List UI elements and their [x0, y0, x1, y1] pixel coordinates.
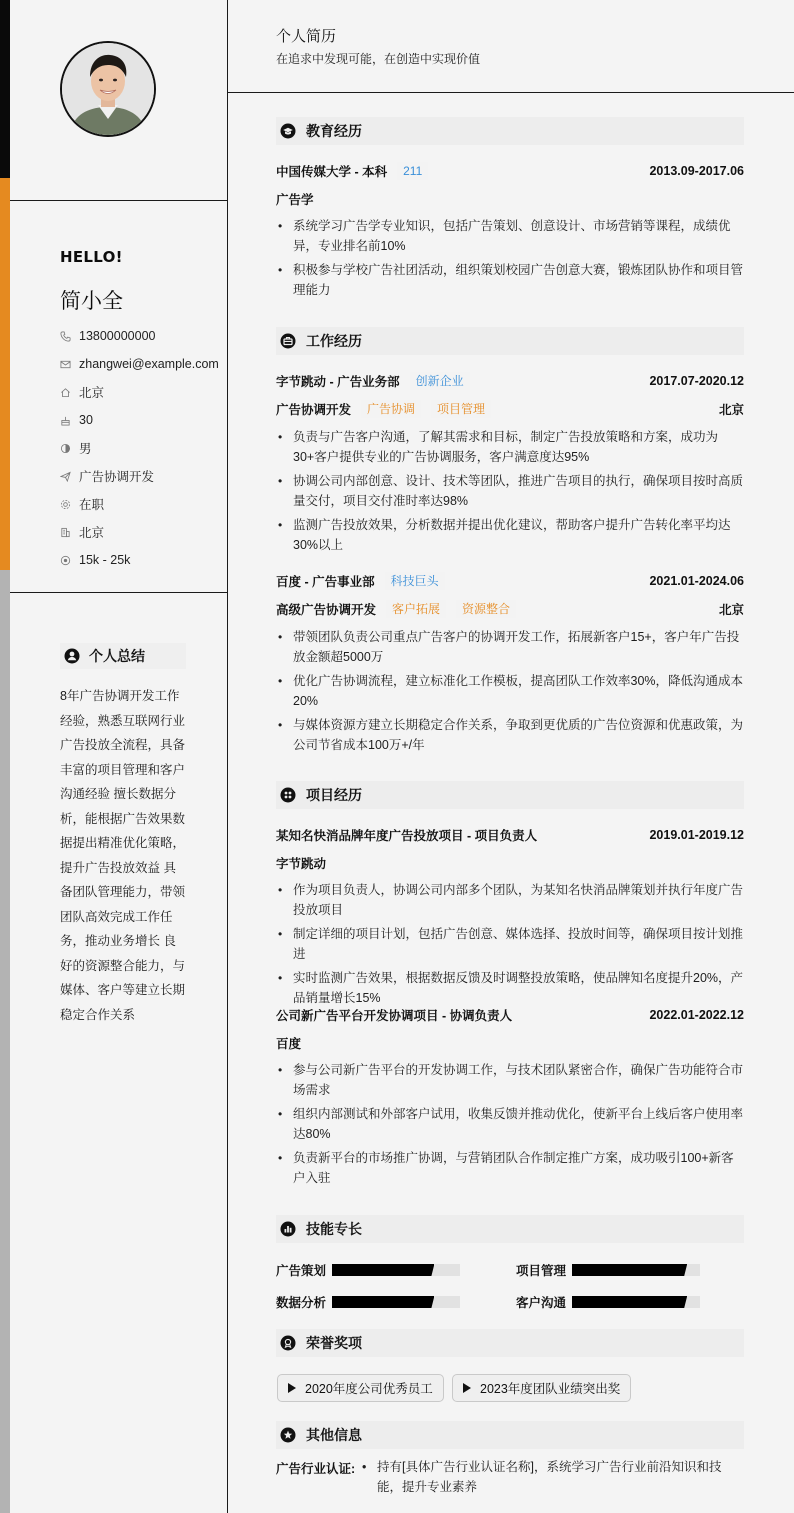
job-header [276, 572, 744, 590]
award-item[interactable] [277, 1374, 444, 1402]
skill-bar-fill [332, 1264, 434, 1276]
list-item: • 优化广告协调流程，建立标准化工作模板，提高团队工作效率30%，降低沟通成本20% [276, 671, 744, 711]
work-title: 工作经历 [306, 333, 362, 349]
page-title: 个人简历 [276, 28, 337, 45]
job-header [276, 372, 744, 390]
list-item: • 组织内部测试和外部客户试用，收集反馈并推动优化，使新平台上线后客户使用率达80% [276, 1104, 744, 1144]
divider [228, 92, 794, 93]
education-bullets [276, 216, 744, 304]
bar-chart-icon [280, 1221, 296, 1237]
award-icon [280, 1335, 296, 1351]
job-period: 2021.01-2024.06 [649, 574, 744, 588]
location-value: 北京 [79, 386, 105, 400]
skill-item [276, 1261, 466, 1279]
skill-tag: 客户拓展 [386, 600, 446, 618]
projects-title: 项目经历 [306, 787, 362, 803]
cake-icon [60, 415, 71, 426]
awards-title: 荣誉奖项 [306, 1335, 362, 1351]
skill-name: 客户沟通 [516, 1296, 567, 1310]
graduation-cap-icon [280, 123, 296, 139]
job-role: 高级广告协调开发 [276, 603, 377, 617]
education-period: 2013.09-2017.06 [649, 164, 744, 178]
skills-title: 技能专长 [306, 1221, 362, 1237]
other-heading [276, 1421, 744, 1449]
list-item: • 作为项目负责人，协调公司内部多个团队，为某知名快消品牌策划并执行年度广告投放项目 [276, 880, 744, 920]
color-strip [0, 0, 10, 1513]
school-name: 中国传媒大学 - 本科 [276, 165, 388, 179]
school-tag: 211 [397, 162, 428, 180]
send-icon [60, 471, 71, 482]
email-item [60, 350, 219, 378]
skill-name: 广告策划 [276, 1264, 327, 1278]
mail-icon [60, 359, 71, 370]
skill-item [516, 1293, 706, 1311]
greeting: HELLO! [60, 248, 123, 266]
location-item [60, 378, 219, 406]
summary-text: 8年广告协调开发工作经验，熟悉互联网行业广告投放全流程，具备丰富的项目管理和客户沟通经验 擅长数据分析，能根据广告效果数据提出精准优化策略，提升广告投放效益 具备团队管理能力，带领团队高效完成工作任务，推动业务增长 良好的资源整合能力，与媒体、客户等建立长期稳定合作关系 [60, 689, 186, 1022]
company-tag: 科技巨头 [385, 572, 445, 590]
other-title: 其他信息 [306, 1427, 362, 1443]
skill-bar-fill [572, 1264, 687, 1276]
job-city: 北京 [718, 403, 744, 417]
list-item: • 实时监测广告效果，根据数据反馈及时调整投放策略，使品牌知名度提升20%，产品销量增长15% [276, 968, 744, 1008]
project-header [276, 826, 744, 844]
gender-icon [60, 443, 71, 454]
coin-icon [60, 555, 71, 566]
color-strip-black [0, 0, 10, 178]
main-content [228, 0, 794, 1513]
list-item: • 负责新平台的市场推广协调，与营销团队合作制定推广方案，成功吸引100+新客户入驻 [276, 1148, 744, 1188]
job-period: 2017.07-2020.12 [649, 374, 744, 388]
company-tag: 创新企业 [410, 372, 470, 390]
project-name: 某知名快消品牌年度广告投放项目 - 项目负责人 [276, 829, 538, 843]
position-value: 广告协调开发 [79, 470, 155, 484]
award-label: 2020年度公司优秀员工 [305, 1382, 433, 1396]
job-company: 字节跳动 - 广告业务部 [276, 375, 400, 389]
awards-heading [276, 1329, 744, 1357]
job-role: 广告协调开发 [276, 403, 352, 417]
briefcase-icon [280, 333, 296, 349]
job-company: 百度 - 广告事业部 [276, 575, 375, 589]
skills-heading [276, 1215, 744, 1243]
skill-bar-fill [572, 1296, 687, 1308]
project-bullets [276, 880, 744, 1012]
status-value: 在职 [79, 498, 105, 512]
avatar [60, 41, 156, 137]
project-period: 2019.01-2019.12 [649, 828, 744, 842]
major: 广告学 [276, 193, 314, 207]
full-name: 简小全 [60, 290, 123, 313]
grid-icon [280, 787, 296, 803]
list-item: • 参与公司新广告平台的开发协调工作，与技术团队紧密合作，确保广告功能符合市场需求 [276, 1060, 744, 1100]
job-bullets [276, 427, 744, 559]
list-item: • 与媒体资源方建立长期稳定合作关系，争取到更优质的广告位资源和优惠政策，为公司节省成本100万+/年 [276, 715, 744, 755]
skill-item [516, 1261, 706, 1279]
color-strip-gray [0, 570, 10, 1513]
project-org-row [276, 1034, 744, 1052]
project-bullets [276, 1060, 744, 1192]
status-item [60, 490, 219, 518]
skill-tag: 广告协调 [361, 400, 421, 418]
sidebar [10, 0, 228, 1513]
skill-tag: 资源整合 [456, 600, 516, 618]
job-city: 北京 [718, 603, 744, 617]
education-title: 教育经历 [306, 123, 362, 139]
divider [10, 200, 228, 201]
play-icon [463, 1383, 471, 1393]
award-item[interactable] [452, 1374, 631, 1402]
gear-icon [60, 499, 71, 510]
divider [10, 592, 228, 593]
skill-item [276, 1293, 466, 1311]
list-item: • 积极参与学校广告社团活动，组织策划校园广告创意大赛，锻炼团队协作和项目管理能力 [276, 260, 744, 300]
star-badge-icon [280, 1427, 296, 1443]
project-period: 2022.01-2022.12 [649, 1008, 744, 1022]
summary-title: 个人总结 [89, 648, 145, 664]
salary-item [60, 546, 219, 574]
page-subtitle: 在追求中发现可能，在创造中实现价值 [276, 52, 481, 66]
contact-list [60, 322, 219, 574]
education-heading [276, 117, 744, 145]
skill-name: 项目管理 [516, 1264, 567, 1278]
city-item [60, 518, 219, 546]
user-icon [64, 648, 80, 664]
salary-value: 15k - 25k [79, 553, 131, 567]
list-item: • 制定详细的项目计划，包括广告创意、媒体选择、投放时间等，确保项目按计划推进 [276, 924, 744, 964]
skill-bar [572, 1264, 700, 1276]
avatar-portrait-icon [62, 43, 154, 135]
list-item: • 协调公司内部创意、设计、技术等团队，推进广告项目的执行，确保项目按时高质量交付，项目交付准时率达98% [276, 471, 744, 511]
list-item: • 持有[具体广告行业认证名称]，系统学习广告行业前沿知识和技能，提升专业素养 [360, 1457, 744, 1497]
phone-value: 13800000000 [79, 329, 156, 343]
building-icon [60, 527, 71, 538]
list-item: • 系统学习广告学专业知识，包括广告策划、创意设计、市场营销等课程，成绩优异，专业排名前10% [276, 216, 744, 256]
education-row [276, 162, 744, 180]
job-bullets [276, 627, 744, 759]
project-name: 公司新广告平台开发协调项目 - 协调负责人 [276, 1009, 513, 1023]
other-bullets [360, 1457, 744, 1497]
skill-name: 数据分析 [276, 1296, 327, 1310]
color-strip-orange [0, 178, 10, 570]
summary-heading [60, 643, 186, 669]
skill-tag: 项目管理 [431, 400, 491, 418]
skill-bar [332, 1264, 460, 1276]
list-item: • 监测广告投放效果，分析数据并提出优化建议，帮助客户提升广告转化率平均达30%以上 [276, 515, 744, 555]
gender-value: 男 [79, 442, 92, 456]
skill-bar [332, 1296, 460, 1308]
phone-item [60, 322, 219, 350]
project-org-row [276, 854, 744, 872]
work-heading [276, 327, 744, 355]
age-value: 30 [79, 413, 93, 427]
skill-bar [572, 1296, 700, 1308]
certification-label: 广告行业认证: [276, 1462, 356, 1476]
email-value: zhangwei@example.com [79, 357, 219, 371]
project-org: 百度 [276, 1037, 302, 1051]
phone-icon [60, 331, 71, 342]
play-icon [288, 1383, 296, 1393]
list-item: • 带领团队负责公司重点广告客户的协调开发工作，拓展新客户15+，客户年广告投放金额超5000万 [276, 627, 744, 667]
gender-item [60, 434, 219, 462]
award-label: 2023年度团队业绩突出奖 [480, 1382, 621, 1396]
projects-heading [276, 781, 744, 809]
home-icon [60, 387, 71, 398]
position-item [60, 462, 219, 490]
education-major-row [276, 190, 744, 208]
age-item [60, 406, 219, 434]
project-org: 字节跳动 [276, 857, 327, 871]
project-header [276, 1006, 744, 1024]
city-value: 北京 [79, 526, 105, 540]
job-role-row [276, 600, 744, 618]
list-item: • 负责与广告客户沟通，了解其需求和目标，制定广告投放策略和方案，成功为30+客户提供专业的广告协调服务，客户满意度达95% [276, 427, 744, 467]
skill-bar-fill [332, 1296, 434, 1308]
job-role-row [276, 400, 744, 418]
